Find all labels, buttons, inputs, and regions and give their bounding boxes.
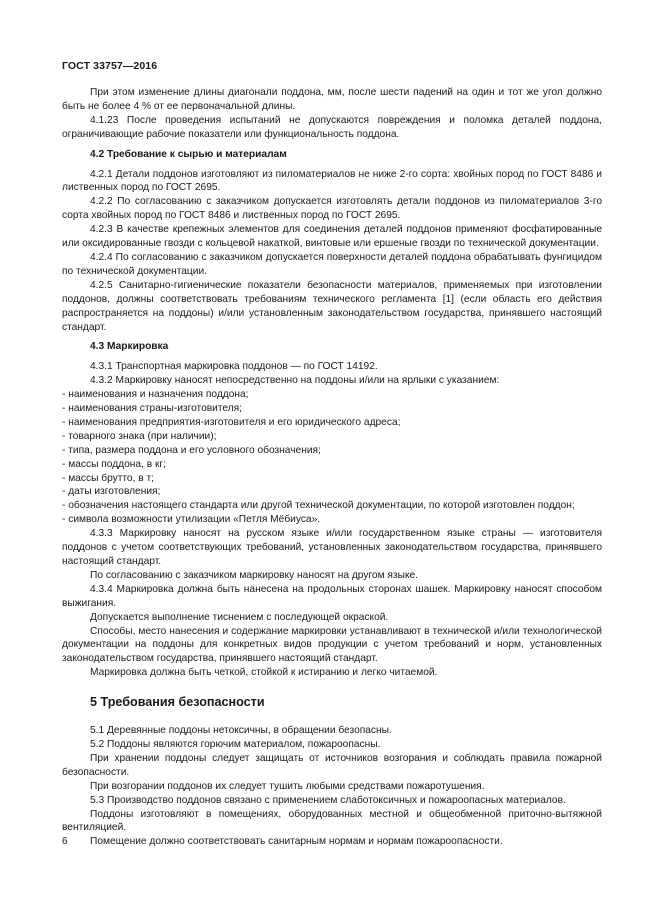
paragraph-4-1-23: 4.1.23 После проведения испытаний не допускаются повреждения и поломка деталей поддона, ограничивающие рабочие показатели или функциональность поддона.	[62, 114, 602, 140]
paragraph-4-3-2: 4.3.2 Маркировку наносят непосредственно на поддоны и/или на ярлыки с указанием:	[90, 375, 500, 387]
section-heading-5: 5 Требования безопасности	[90, 695, 265, 710]
paragraph-4-3-4-methods: Способы, место нанесения и содержание маркировки устанавливают в технической и/или технологической документации на поддоны для конкретных видов продукции с учетом требований и норм, установленных законодательством государства, принявшего настоящий стандарт.	[62, 625, 602, 665]
list-item: - обозначения настоящего стандарта или другой технической документации, по которой изготовлен поддон;	[62, 500, 575, 512]
page-number: 6	[62, 836, 68, 847]
paragraph-5-1: 5.1 Деревянные поддоны нетоксичны, в обращении безопасны.	[90, 725, 392, 737]
paragraph-4-3-4: 4.3.4 Маркировка должна быть нанесена на продольных сторонах шашек. Маркировку наносят способом выжигания.	[62, 583, 602, 609]
paragraph-5-2-extinguishing: При возгорании поддонов их следует тушить любыми средствами пожаротушения.	[90, 780, 485, 792]
list-item: - наименования предприятия-изготовителя и его юридического адреса;	[62, 416, 401, 428]
page-body	[62, 86, 602, 849]
paragraph-4-2-2: 4.2.2 По согласованию с заказчиком допускается изготовлять детали поддонов из пиломатериалов 3-го сорта хвойных пород по ГОСТ 8486 и лиственных пород по ГОСТ 2695.	[62, 196, 602, 222]
paragraph-4-3-3: 4.3.3 Маркировку наносят на русском языке и/или государственном языке страны — изготовителя поддонов с учетом соответствующих требований, установленных законодательством государства, принявшего настоящий стандарт.	[62, 528, 602, 567]
list-item: - наименования и назначения поддона;	[62, 389, 249, 401]
document-header: ГОСТ 33757—2016	[62, 60, 158, 72]
paragraph-4-3-4-legibility: Маркировка должна быть четкой, стойкой к истиранию и легко читаемой.	[90, 667, 438, 679]
paragraph-4-2-4: 4.2.4 По согласованию с заказчиком допускается поверхности деталей поддона обрабатывать фунгицидом по технической документации.	[62, 251, 602, 277]
list-item: - наименования страны-изготовителя;	[62, 403, 243, 415]
paragraph-5-3-premises: Помещение должно соответствовать санитарным нормам и нормам пожароопасности.	[90, 836, 503, 848]
list-item: - даты изготовления;	[62, 486, 161, 498]
paragraph-4-3-1: 4.3.1 Транспортная маркировка поддонов — по ГОСТ 14192.	[90, 361, 378, 373]
paragraph-5-2: 5.2 Поддоны являются горючим материалом, пожароопасны.	[90, 738, 381, 750]
paragraph-5-3-ventilation: Поддоны изготовляют в помещениях, оборудованных местной и общеобменной приточно-вытяжной вентиляцией.	[62, 808, 602, 834]
paragraph-4-2-1: 4.2.1 Детали поддонов изготовляют из пиломатериалов не ниже 2-го сорта: хвойных пород по ГОСТ 8486 и лиственных пород по ГОСТ 2695.	[62, 168, 602, 194]
paragraph-4-2-3: 4.2.3 В качестве крепежных элементов для соединения деталей поддонов применяют фосфатированные или оксидированные гвозди с кольцевой накаткой, винтовые или ершеные гвозди по технической документации.	[62, 224, 602, 250]
paragraph-5-3: 5.3 Производство поддонов связано с применением слаботоксичных и пожароопасных материалов.	[90, 794, 566, 806]
paragraph-5-2-storage: При хранении поддоны следует защищать от источников возгорания и соблюдать правила пожарной безопасности.	[62, 752, 602, 778]
list-item: - товарного знака (при наличии);	[62, 430, 217, 442]
paragraph-4-2-5: 4.2.5 Санитарно-гигиенические показатели безопасности материалов, применяемых при изготовлении поддонов, должны соответствовать требованиям технического регламента [1] (если область его действия распространяется на поддоны) и/или установленным законодательством государства, принявшего настоящий стандарт.	[62, 279, 602, 333]
section-heading-4-3: 4.3 Маркировка	[90, 341, 169, 353]
paragraph-4-3-3-language: По согласованию с заказчиком маркировку наносят на другом языке.	[90, 569, 419, 581]
list-item: - массы брутто, в т;	[62, 472, 154, 484]
section-heading-4-2: 4.2 Требование к сырью и материалам	[90, 148, 287, 160]
list-item: - символа возможности утилизации «Петля Мёбиуса».	[62, 514, 321, 526]
list-item: - типа, размера поддона и его условного обозначения;	[62, 444, 321, 456]
paragraph-4-3-4-embossing: Допускается выполнение тиснением с последующей окраской.	[90, 611, 389, 623]
list-item: - массы поддона, в кг;	[62, 458, 166, 470]
paragraph-4-1-22-continuation: При этом изменение длины диагонали поддона, мм, после шести падений на один и тот же угол должно быть не более 4 % от ее первоначальной длины.	[62, 87, 602, 112]
